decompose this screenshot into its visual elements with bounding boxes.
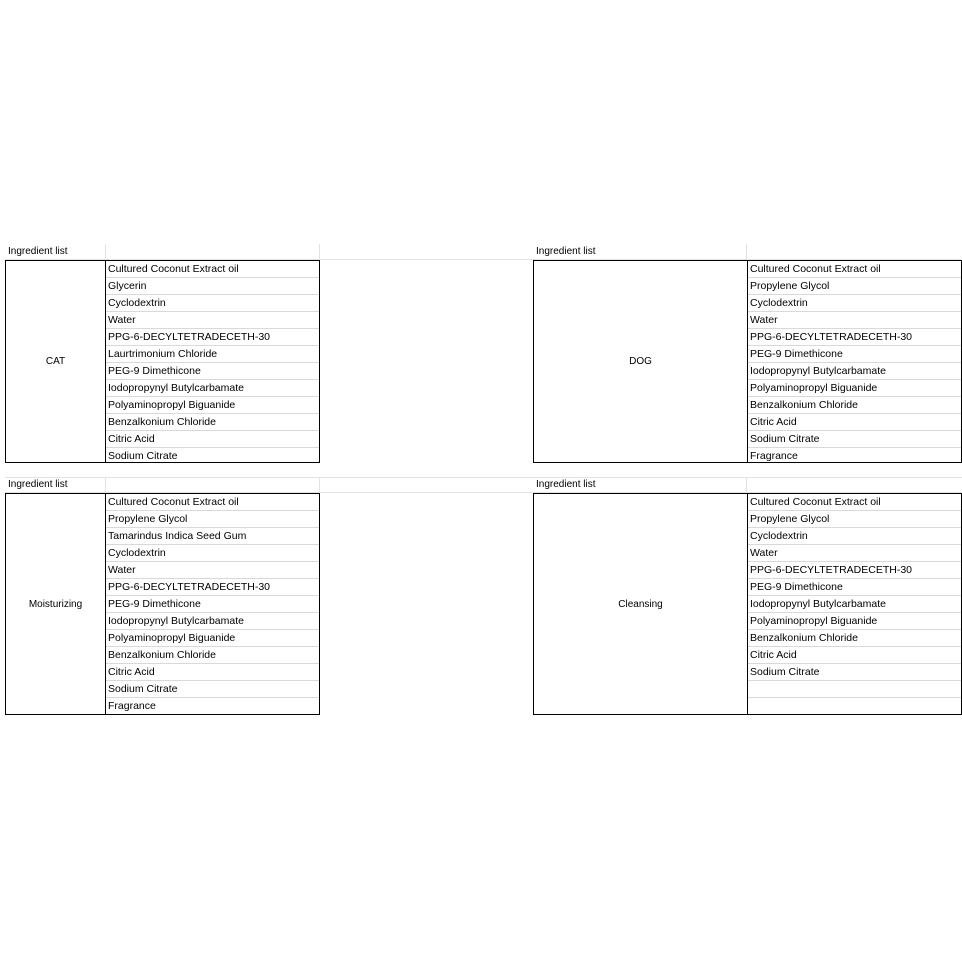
ingredient-item: Sodium Citrate (748, 664, 961, 681)
ingredient-item: PEG-9 Dimethicone (106, 363, 319, 380)
ingredient-item (748, 698, 961, 715)
ingredient-list (748, 261, 961, 462)
ingredient-item: Cyclodextrin (106, 545, 319, 562)
ingredient-item: Iodopropynyl Butylcarbamate (106, 613, 319, 630)
ingredient-item: Benzalkonium Chloride (106, 647, 319, 664)
ingredient-item: Sodium Citrate (106, 681, 319, 698)
ingredient-item: Iodopropynyl Butylcarbamate (748, 596, 961, 613)
ingredient-item: Cyclodextrin (106, 295, 319, 312)
ingredient-item: Polyaminopropyl Biguanide (748, 380, 961, 397)
category-label-dog: DOG (534, 261, 748, 462)
ingredient-item: Citric Acid (748, 647, 961, 664)
ingredient-item: Citric Acid (106, 664, 319, 681)
ingredient-item: Citric Acid (106, 431, 319, 448)
ingredient-item: Polyaminopropyl Biguanide (748, 613, 961, 630)
ingredient-item: Fragrance (108, 700, 156, 712)
ingredient-item: PPG-6-DECYLTETRADECETH-30 (748, 562, 961, 579)
row-divider (5, 477, 962, 493)
ingredient-item: Propylene Glycol (748, 511, 961, 528)
ingredient-item: Water (748, 545, 961, 562)
ingredient-item: Cultured Coconut Extract oil (748, 261, 961, 278)
category-label-moisturizing: Moisturizing (6, 494, 106, 714)
ingredient-item: Cyclodextrin (748, 528, 961, 545)
ingredient-item: Laurtrimonium Chloride (106, 346, 319, 363)
ingredient-item: Cyclodextrin (748, 295, 961, 312)
ingredient-item: Iodopropynyl Butylcarbamate (748, 363, 961, 380)
ingredient-item: Iodopropynyl Butylcarbamate (106, 380, 319, 397)
ingredient-item (748, 681, 961, 698)
ingredient-item: Benzalkonium Chloride (106, 414, 319, 431)
ingredient-item: Benzalkonium Chloride (748, 397, 961, 414)
ingredient-item: Polyaminopropyl Biguanide (106, 630, 319, 647)
ingredient-item: PEG-9 Dimethicone (106, 596, 319, 613)
category-label-cat: CAT (6, 261, 106, 462)
category-label-cleansing: Cleansing (534, 494, 748, 714)
ingredient-item: PEG-9 Dimethicone (748, 346, 961, 363)
ingredient-item: Cultured Coconut Extract oil (106, 494, 319, 511)
ingredient-list (106, 494, 319, 714)
ingredient-item: Water (106, 562, 319, 579)
ingredient-item: Sodium Citrate (748, 431, 961, 448)
ingredient-item: Fragrance (750, 450, 798, 462)
ingredient-item: Cultured Coconut Extract oil (748, 494, 961, 511)
ingredient-table-moisturizing (5, 493, 320, 715)
ingredient-item: Benzalkonium Chloride (748, 630, 961, 647)
ingredient-item: Propylene Glycol (106, 511, 319, 528)
row-divider (5, 244, 962, 260)
table-header-cleansing: Ingredient list (536, 479, 596, 490)
ingredient-table-cleansing (533, 493, 962, 715)
ingredient-table-cat (5, 260, 320, 463)
ingredient-item: Propylene Glycol (748, 278, 961, 295)
ingredient-item: Polyaminopropyl Biguanide (106, 397, 319, 414)
ingredient-table-dog (533, 260, 962, 463)
ingredient-item: Water (106, 312, 319, 329)
ingredient-item: Water (748, 312, 961, 329)
table-header-dog: Ingredient list (536, 246, 596, 257)
table-header-moisturizing: Ingredient list (8, 479, 68, 490)
ingredient-item: PPG-6-DECYLTETRADECETH-30 (748, 329, 961, 346)
table-header-cat: Ingredient list (8, 246, 68, 257)
ingredient-item: Sodium Citrate (108, 450, 178, 462)
ingredient-item: Tamarindus Indica Seed Gum (106, 528, 319, 545)
ingredient-item: Glycerin (106, 278, 319, 295)
ingredient-list (106, 261, 319, 462)
ingredient-list (748, 494, 961, 714)
ingredient-item: Cultured Coconut Extract oil (106, 261, 319, 278)
ingredient-item: PEG-9 Dimethicone (748, 579, 961, 596)
ingredient-item: PPG-6-DECYLTETRADECETH-30 (106, 579, 319, 596)
ingredient-item: Citric Acid (748, 414, 961, 431)
ingredient-item: PPG-6-DECYLTETRADECETH-30 (106, 329, 319, 346)
